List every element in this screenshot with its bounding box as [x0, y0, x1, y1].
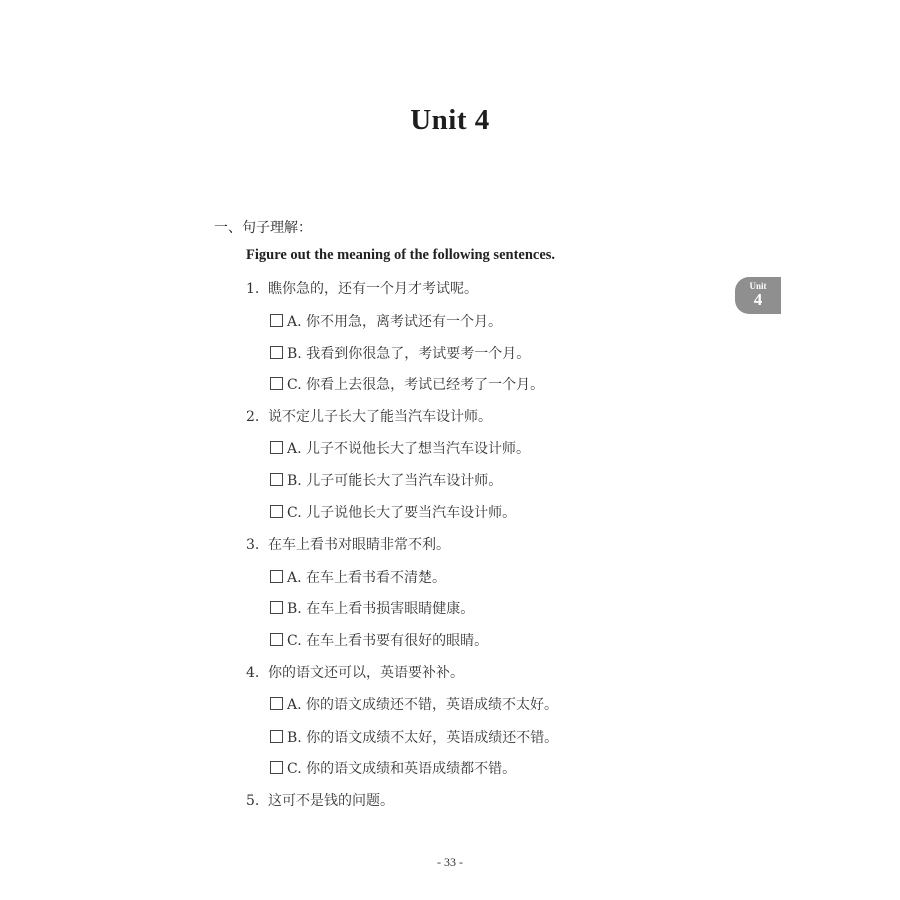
- question-text: 瞧你急的，还有一个月才考试呢。: [268, 281, 478, 297]
- checkbox-icon[interactable]: [270, 377, 283, 390]
- section-heading: 一、句子理解：: [214, 220, 312, 236]
- question-3: [246, 534, 450, 554]
- checkbox-icon[interactable]: [270, 633, 283, 646]
- option-text: B. 儿子可能长大了当汽车设计师。: [287, 473, 503, 489]
- option-text: B. 我看到你很急了，考试要考一个月。: [287, 346, 531, 362]
- checkbox-icon[interactable]: [270, 730, 283, 743]
- checkbox-icon[interactable]: [270, 441, 283, 454]
- checkbox-icon[interactable]: [270, 697, 283, 710]
- unit-side-tab: [735, 277, 781, 314]
- question-number: 4.: [246, 665, 260, 681]
- option-text: C. 你看上去很急，考试已经考了一个月。: [287, 377, 545, 393]
- checkbox-icon[interactable]: [270, 761, 283, 774]
- question-number: 2.: [246, 409, 260, 425]
- option-1a[interactable]: [270, 311, 502, 331]
- checkbox-icon[interactable]: [270, 601, 283, 614]
- option-2b[interactable]: [270, 470, 502, 490]
- option-text: A. 儿子不说他长大了想当汽车设计师。: [287, 441, 531, 457]
- option-text: A. 在车上看书看不清楚。: [287, 570, 447, 586]
- unit-tab-number: 4: [753, 290, 763, 309]
- question-number: 3.: [246, 537, 260, 553]
- checkbox-icon[interactable]: [270, 473, 283, 486]
- question-text: 这可不是钱的问题。: [268, 793, 394, 809]
- option-4c[interactable]: [270, 758, 516, 778]
- instruction-text: Figure out the meaning of the following sentences.: [246, 247, 556, 263]
- checkbox-icon[interactable]: [270, 314, 283, 327]
- page-number: - 33 -: [437, 855, 463, 869]
- option-3a[interactable]: [270, 567, 446, 587]
- option-text: B. 你的语文成绩不太好，英语成绩还不错。: [287, 730, 559, 746]
- option-text: B. 在车上看书损害眼睛健康。: [287, 601, 475, 617]
- option-3c[interactable]: [270, 630, 488, 650]
- option-text: A. 你不用急，离考试还有一个月。: [287, 314, 503, 330]
- question-number: 1.: [246, 281, 260, 297]
- option-text: C. 你的语文成绩和英语成绩都不错。: [287, 761, 517, 777]
- option-4a[interactable]: [270, 694, 558, 714]
- option-4b[interactable]: [270, 727, 558, 747]
- checkbox-icon[interactable]: [270, 570, 283, 583]
- question-2: [246, 406, 492, 426]
- question-5: [246, 790, 394, 810]
- page-title: Unit 4: [410, 104, 490, 136]
- checkbox-icon[interactable]: [270, 346, 283, 359]
- question-1: [246, 278, 478, 298]
- option-3b[interactable]: [270, 598, 474, 618]
- option-2c[interactable]: [270, 502, 516, 522]
- option-1c[interactable]: [270, 374, 544, 394]
- unit-tab-word: Unit: [749, 281, 767, 291]
- option-text: A. 你的语文成绩还不错，英语成绩不太好。: [287, 697, 559, 713]
- question-text: 你的语文还可以，英语要补补。: [268, 665, 464, 681]
- option-1b[interactable]: [270, 343, 530, 363]
- question-number: 5.: [246, 793, 260, 809]
- question-text: 说不定儿子长大了能当汽车设计师。: [268, 409, 492, 425]
- question-text: 在车上看书对眼睛非常不利。: [268, 537, 450, 553]
- option-text: C. 儿子说他长大了要当汽车设计师。: [287, 505, 517, 521]
- option-text: C. 在车上看书要有很好的眼睛。: [287, 633, 489, 649]
- checkbox-icon[interactable]: [270, 505, 283, 518]
- question-4: [246, 662, 464, 682]
- option-2a[interactable]: [270, 438, 530, 458]
